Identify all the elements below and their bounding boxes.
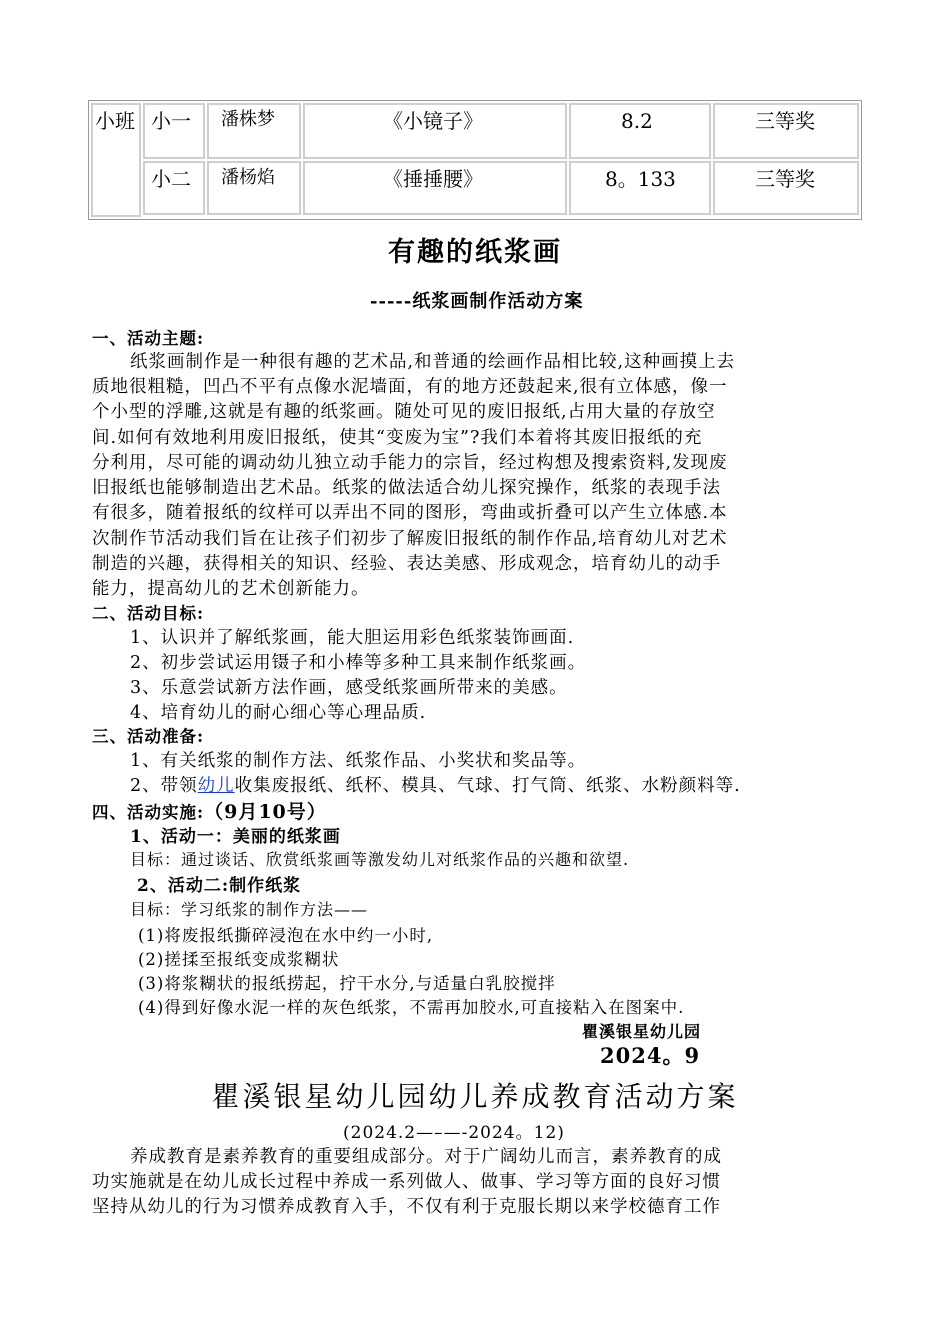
signature-org: 瞿溪银星幼儿园: [582, 1022, 702, 1041]
paragraph-line: 次制作节活动我们旨在让孩子们初步了解废旧报纸的制作作品,培育幼儿对艺术: [92, 529, 728, 549]
paragraph-line: 个小型的浮雕,这就是有趣的纸浆画。随处可见的废旧报纸,占用大量的存放空: [92, 402, 716, 422]
doc-subtitle: -----纸浆画制作活动方案: [370, 291, 584, 312]
section-heading: 二、活动目标:: [92, 604, 205, 623]
table-cell-score: 8.2: [569, 103, 711, 159]
activity-goal: 目标：通过谈话、欣赏纸浆画等激发幼儿对纸浆作品的兴趣和欲望.: [130, 850, 630, 869]
step-item: (4)得到好像水泥一样的灰色纸浆，不需再加胶水,可直接粘入在图案中.: [138, 998, 685, 1017]
paragraph-line: 质地很粗糙，凹凸不平有点像水泥墙面，有的地方还鼓起来,很有立体感，像一: [92, 377, 728, 397]
activity-date: （9月10号）: [204, 801, 327, 823]
doc2-period: (2024.2—–—-2024。12): [343, 1123, 565, 1143]
list-item: 3、乐意尝试新方法作画，感受纸浆画所带来的美感。: [130, 678, 568, 698]
table-cell-work: 《小镜子》: [303, 103, 567, 159]
activity-title: 1、活动一：美丽的纸浆画: [130, 827, 341, 847]
activity-title: 2、活动二:制作纸浆: [137, 876, 302, 896]
table-cell-class: 小二: [143, 161, 205, 215]
table-cell-work: 《捶捶腰》: [303, 161, 567, 215]
step-item: (2)搓揉至报纸变成浆糊状: [138, 950, 340, 969]
step-item: (1)将废报纸撕碎浸泡在水中约一小时,: [138, 926, 434, 945]
list-item: 1、有关纸浆的制作方法、纸浆作品、小奖状和奖品等。: [130, 751, 587, 771]
group-label: 小班: [95, 109, 135, 133]
section-heading: 一、活动主题:: [92, 329, 205, 348]
table-cell-group: [91, 103, 141, 217]
paragraph-line: 能力，提高幼儿的艺术创新能力。: [92, 579, 370, 599]
doc2-title: 瞿溪银星幼儿园幼儿养成教育活动方案: [211, 1080, 739, 1113]
section-heading: 三、活动准备:: [92, 727, 205, 746]
list-item: 2、带领幼儿收集废报纸、纸杯、模具、气球、打气筒、纸浆、水粉颜料等.: [130, 776, 741, 796]
list-item: 2、初步尝试运用镊子和小棒等多种工具来制作纸浆画。: [130, 653, 587, 673]
step-item: (3)将浆糊状的报纸捞起，拧干水分,与适量白乳胶搅拌: [138, 974, 556, 993]
table-cell-class: 小一: [143, 103, 205, 159]
award-table: [88, 100, 862, 220]
paragraph-line: 制造的兴趣，获得相关的知识、经验、表达美感、形成观念，培育幼儿的动手: [92, 554, 721, 574]
paragraph-line: 旧报纸也能够制造出艺术品。纸浆的做法适合幼儿探究操作，纸浆的表现手法: [92, 478, 721, 498]
paragraph-line: 坚持从幼儿的行为习惯养成教育入手，不仅有利于克服长期以来学校德育工作: [92, 1197, 721, 1217]
paragraph-line: 分利用，尽可能的调动幼儿独立动手能力的宗旨，经过构想及搜索资料,发现废: [92, 453, 728, 473]
list-item: 1、认识并了解纸浆画，能大胆运用彩色纸浆装饰画面.: [130, 628, 575, 648]
paragraph-line: 养成教育是素养教育的重要组成部分。对于广阔幼儿而言，素养教育的成: [130, 1147, 722, 1167]
table-cell-score: 8。133: [569, 161, 711, 215]
hyperlink[interactable]: 幼儿: [197, 776, 235, 796]
table-cell-award: 三等奖: [713, 103, 859, 159]
table-cell-name: 潘株梦: [207, 103, 301, 159]
table-cell-name: 潘杨焰: [207, 161, 301, 215]
signature-date: 2024。9: [600, 1043, 701, 1068]
paragraph-line: 间.如何有效地利用废旧报纸，使其“变废为宝”?我们本着将其废旧报纸的充: [92, 428, 703, 448]
activity-goal: 目标：学习纸浆的制作方法——: [130, 900, 369, 919]
section-heading: 四、活动实施:（9月10号）: [92, 801, 327, 823]
paragraph-line: 有很多，随着报纸的纹样可以弄出不同的图形，弯曲或折叠可以产生立体感.本: [92, 503, 728, 523]
paragraph-line: 功实施就是在幼儿成长过程中养成一系列做人、做事、学习等方面的良好习惯: [92, 1172, 721, 1192]
doc-title: 有趣的纸浆画: [388, 237, 562, 268]
list-item: 4、培育幼儿的耐心细心等心理品质.: [130, 703, 427, 723]
paragraph-line: 纸浆画制作是一种很有趣的艺术品,和普通的绘画作品相比较,这种画摸上去: [130, 352, 736, 372]
table-cell-award: 三等奖: [713, 161, 859, 215]
